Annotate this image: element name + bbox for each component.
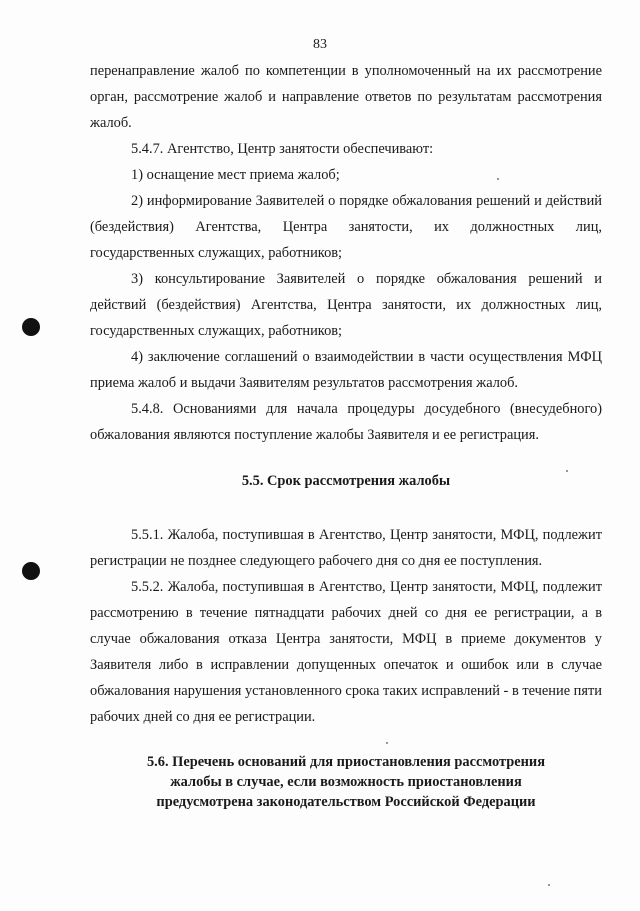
paragraph-5-5-2: 5.5.2. Жалоба, поступившая в Агентство, Центр занятости, МФЦ, подлежит рассмотрению в течение пятнадцати рабочих дней со дня ее регистрации, а в случае обжалования отказа Центра занятости, МФЦ в приеме документов у Заявителя либо в исправлении допущенных опечаток и ошибок или в случае обжалования нарушения установленного срока таких исправлений - в течение пяти рабочих дней со дня ее регистрации. xyxy=(90,579,602,725)
section-heading-line: жалобы в случае, если возможность приостановления xyxy=(170,774,522,790)
paragraph-continuation: перенаправление жалоб по компетенции в уполномоченный на их рассмотрение орган, рассмотрение жалоб и направление ответов по результатам рассмотрения жалоб. xyxy=(90,63,602,131)
scan-speck xyxy=(548,884,550,886)
page-number: 83 xyxy=(313,37,327,52)
punch-hole-mark xyxy=(22,562,40,580)
punch-hole-mark xyxy=(22,318,40,336)
paragraph-5-4-8: 5.4.8. Основаниями для начала процедуры досудебного (внесудебного) обжалования являются поступление жалобы Заявителя и ее регистрация. xyxy=(90,401,602,443)
paragraph-5-4-7: 5.4.7. Агентство, Центр занятости обеспечивают: xyxy=(131,141,434,157)
section-heading-5-6 xyxy=(84,752,608,812)
list-item-1: 1) оснащение мест приема жалоб; xyxy=(131,167,340,183)
list-item-2: 2) информирование Заявителей о порядке обжалования решений и действий (бездействия) Агентства, Центра занятости, их должностных лиц, государственных служащих, работников; xyxy=(90,193,602,261)
list-item-3: 3) консультирование Заявителей о порядке обжалования решений и действий (бездействия) Агентства, Центра занятости, их должностных лиц, государственных служащих, работников; xyxy=(90,271,602,339)
section-heading-line: предусмотрена законодательством Российской Федерации xyxy=(156,794,536,810)
document-body xyxy=(90,58,602,812)
paragraph-5-5-1: 5.5.1. Жалоба, поступившая в Агентство, Центр занятости, МФЦ, подлежит регистрации не позднее следующего рабочего дня со дня ее поступления. xyxy=(90,527,602,569)
list-item-4: 4) заключение соглашений о взаимодействии в части осуществления МФЦ приема жалоб и выдачи Заявителям результатов рассмотрения жалоб. xyxy=(90,349,602,391)
section-heading-5-5: 5.5. Срок рассмотрения жалобы xyxy=(241,473,451,489)
section-heading-line: 5.6. Перечень оснований для приостановления рассмотрения xyxy=(146,754,546,770)
